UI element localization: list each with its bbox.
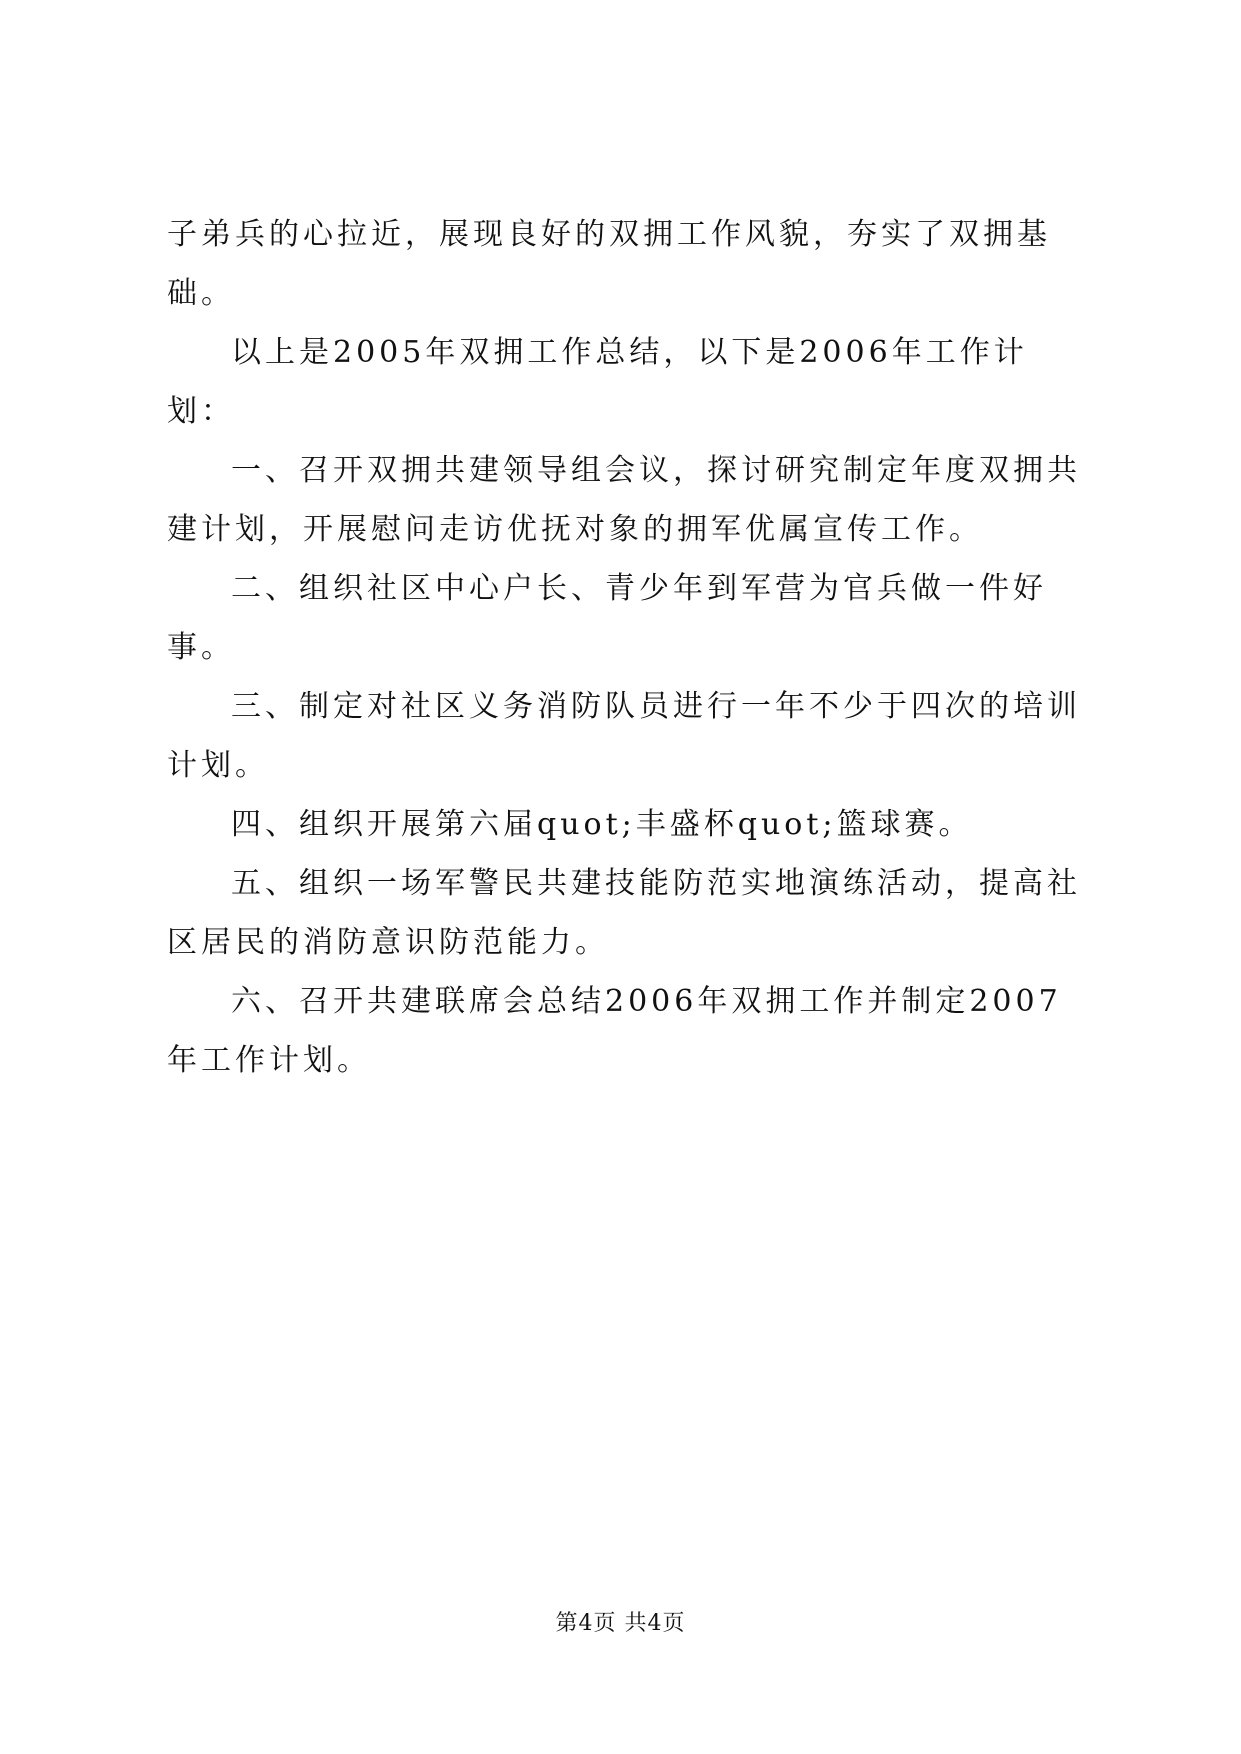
paragraph-plan-item-2: 二、组织社区中心户长、青少年到军营为官兵做一件好事。 xyxy=(167,571,1047,665)
paragraph-summary-intro: 以上是2005年双拥工作总结，以下是2006年工作计划： xyxy=(167,335,1028,429)
paragraph-plan-item-3: 三、制定对社区义务消防队员进行一年不少于四次的培训计划。 xyxy=(167,689,1081,783)
paragraph-plan-item-6: 六、召开共建联席会总结2006年双拥工作并制定2007年工作计划。 xyxy=(167,984,1062,1078)
paragraph-plan-item-5: 五、组织一场军警民共建技能防范实地演练活动，提高社区居民的消防意识防范能力。 xyxy=(167,866,1081,960)
paragraph-plan-item-1: 一、召开双拥共建领导组会议，探讨研究制定年度双拥共建计划，开展慰问走访优抚对象的拥军优属宣传工作。 xyxy=(167,453,1081,547)
document-body xyxy=(167,205,1091,1090)
page-footer: 第4页 共4页 xyxy=(555,1611,686,1636)
paragraph-continuation: 子弟兵的心拉近，展现良好的双拥工作风貌，夯实了双拥基础。 xyxy=(167,217,1051,311)
paragraph-plan-item-4: 四、组织开展第六届quot;丰盛杯quot;篮球赛。 xyxy=(231,807,973,842)
